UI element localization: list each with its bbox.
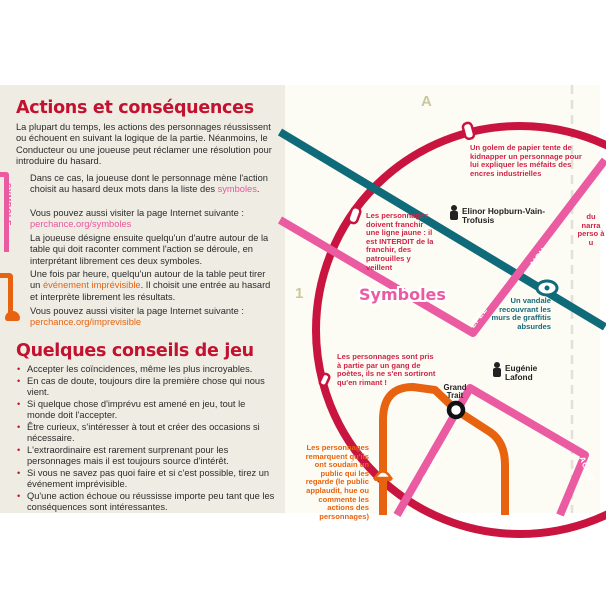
- symboles-paragraph: Dans ce cas, la joueuse dont le personnage mène l'action choisit au hasard deux mots dans la liste des symboles.: [30, 173, 268, 195]
- conseil-item: • Accepter les coïncidences, même les plus incroyables.: [16, 364, 276, 375]
- grid-row-label: 1: [295, 285, 304, 302]
- person-name: Elinor Hopburn-Vain-Trofusis: [462, 206, 545, 226]
- person-name: Eugénie Lafond: [505, 363, 538, 383]
- metro-map: [285, 85, 605, 521]
- person-icon: [493, 362, 501, 377]
- note-ligne-jaune: Les personnages doivent franchir une ligne jaune : il est INTERDIT de la franchir, des patrouilles y veillent: [366, 211, 434, 272]
- line-label-acide: ACIDE: [577, 455, 596, 484]
- person-icon: [450, 205, 458, 220]
- conseil-item: • L'extraordinaire est rarement surprenant pour les personnages mais il est toujours source d'intérêt.: [16, 445, 276, 467]
- imprevu-visit-text: Vous pouvez aussi visiter la page Internet suivante : perchance.org/imprevisible: [30, 306, 244, 328]
- line-label-epee: EPEE: [468, 305, 490, 330]
- symboles-map-label[interactable]: Symboles: [359, 285, 446, 304]
- note-golem: Un golem de papier tente de kidnapper un personnage pour lui expliquer les méfaits des encres industrielles: [470, 143, 582, 178]
- symboles-visit-text: Vous pouvez aussi visiter la page Internet suivante : perchance.org/symboles: [30, 208, 244, 230]
- conseil-item: • Être curieux, s'intéresser à tout et créer des occasions si nécessaire.: [16, 422, 276, 444]
- symboles-url-link[interactable]: perchance.org/symboles: [30, 219, 132, 230]
- station-label: Grand Trait: [443, 383, 467, 400]
- note-poetes: Les personnages sont pris à partie par un gang de poètes, ils ne s'en sortiront qu'en rimant !: [337, 352, 436, 387]
- line-label-fumee: FUMEE: [420, 452, 444, 483]
- symboles-link[interactable]: symboles: [217, 184, 257, 195]
- conseils-list: [16, 364, 276, 514]
- imprevu-url-link[interactable]: perchance.org/imprevisible: [30, 317, 142, 328]
- conseil-item: • En cas de doute, toujours dire la première chose qui nous vient.: [16, 376, 276, 398]
- conseils-title: Quelques conseils de jeu: [16, 341, 254, 361]
- conseil-item: • Qu'une action échoue ou réussisse importe peu tant que les conséquences sont intéressantes.: [16, 491, 276, 513]
- symboles-interpret-text: La joueuse désigne ensuite quelqu'un d'autre autour de la table qui doit raconter comment l'action se déroule, en interprétant librement ces deux symboles.: [30, 233, 269, 266]
- pink-line-epee-aigu: [280, 160, 605, 333]
- actions-title: Actions et conséquences: [16, 98, 254, 118]
- station-grand-trait: [449, 403, 463, 417]
- conseil-item: • Si vous ne savez pas quoi faire et si c'est possible, tirez un événement imprévisible.: [16, 468, 276, 490]
- note-vandale: Un vandale recouvrant les murs de graffitis absurdes: [491, 296, 551, 331]
- pink-line-fumee-acide: [397, 388, 585, 515]
- bell-icon: [5, 311, 20, 321]
- grid-column-label: A: [421, 93, 432, 110]
- actions-intro: La plupart du temps, les actions des personnages réussissent ou échouent en suivant la logique de la partie. Néanmoins, le Conducteur ou une joueuse peut réclamer une résolution pour introduire du hasard.: [16, 122, 272, 167]
- conseil-item: • Si quelque chose d'imprévu est amené en jeu, tout le monde doit l'accepter.: [16, 399, 276, 421]
- imprevu-paragraph: Une fois par heure, quelqu'un autour de la table peut tirer un événement imprévisible. Il choisit une entrée au hasard et interprète librement les résultats.: [30, 269, 271, 302]
- imprevu-tab-bracket: [0, 273, 13, 313]
- symboles-tab-label: SYMBOLE: [3, 182, 13, 227]
- imprevu-link[interactable]: événement imprévisible: [42, 280, 141, 291]
- line-label-aigu: AIGU: [527, 246, 549, 269]
- rules-panel: [0, 85, 285, 513]
- note-fragment: du narra perso à u: [577, 212, 605, 247]
- alert-marker-2: [348, 206, 362, 224]
- note-public: Les personnages remarquent qu'ils ont soudain un public qui les regarde (le public applaudit, hue ou commente les actions des personnages): [305, 443, 369, 521]
